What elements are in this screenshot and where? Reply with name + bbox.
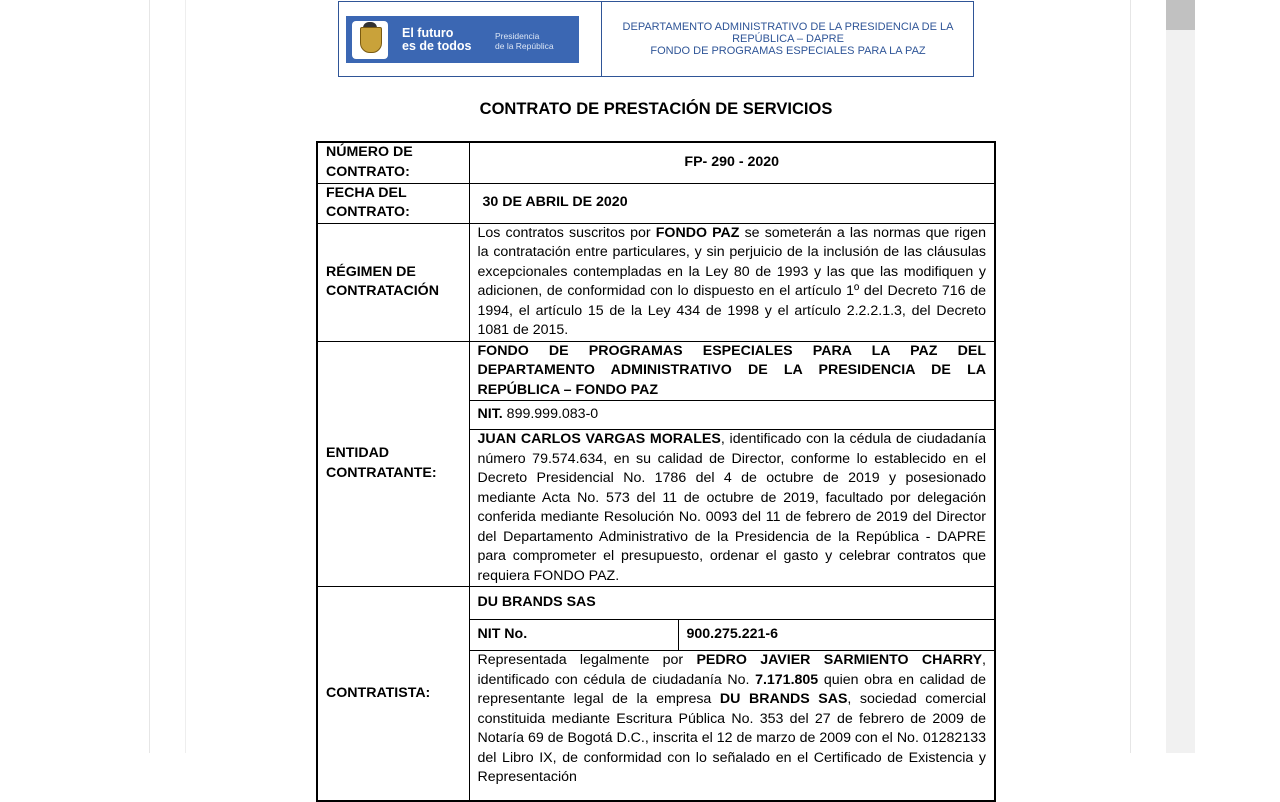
contract-table — [316, 141, 996, 802]
fecha-value: 30 DE ABRIL DE 2020 — [469, 183, 995, 223]
numero-value: FP- 290 - 2020 — [469, 142, 995, 183]
department-name: DEPARTAMENTO ADMINISTRATIVO DE LA PRESIDENCIA DE LA REPÚBLICA – DAPRE FONDO DE PROGRAMAS ESPECIALES PARA LA PAZ — [622, 21, 954, 57]
regimen-text: Los contratos suscritos por FONDO PAZ se someterán a las normas que rigen la contratación entre particulares, y sin perjuicio de la inclusión de las cláusulas excepcionales contempladas en la Ley 80 de 1993 y las que las modifiquen y adicionen, de conformidad con lo dispuesto en el artículo 1º del Decreto 716 de 1994, el artículo 15 de la Ley 434 de 1998 y el artículo 2.2.2.1.3, del Decreto 1081 de 2015. — [469, 223, 995, 341]
contratista-nit-value: 900.275.221-6 — [678, 620, 995, 651]
entidad-label: ENTIDAD CONTRATANTE: — [317, 341, 469, 587]
document-title: CONTRATO DE PRESTACIÓN DE SERVICIOS — [479, 100, 833, 118]
contratista-nit-label: NIT No. — [469, 620, 678, 651]
table-row — [317, 341, 995, 401]
scrollbar-thumb[interactable] — [1166, 0, 1195, 30]
logo-presidencia: Presidencia de la República — [495, 31, 554, 51]
regimen-label: RÉGIMEN DE CONTRATACIÓN — [317, 223, 469, 341]
contratista-name: DU BRANDS SAS — [469, 587, 995, 620]
government-logo — [346, 16, 579, 63]
logo-area — [339, 2, 602, 76]
fecha-label: FECHA DEL CONTRATO: — [317, 183, 469, 223]
contratista-representative: Representada legalmente por PEDRO JAVIER SARMIENTO CHARRY, identificado con cédula de ciudadanía No. 7.171.805 quien obra en calidad de representante legal de la empresa DU BRANDS SAS, sociedad comercial constituida mediante Escritura Pública No. 353 del 27 de febrero de 2009 de Notaría 69 de Bogotá D.C., inscrita el 12 de marzo de 2009 con el No. 01282133 del Libro IX, de conformidad con lo señalado en el Certificado de Existencia y Representación — [469, 651, 995, 801]
table-row — [317, 183, 995, 223]
coat-of-arms-icon — [352, 21, 388, 59]
table-row — [317, 587, 995, 620]
entidad-representative: JUAN CARLOS VARGAS MORALES, identificado con la cédula de ciudadanía número 79.574.634, en su calidad de Director, conforme lo establecido en el Decreto Presidencial No. 1786 del 4 de octubre de 2019 y posesionado mediante Acta No. 573 del 11 de octubre de 2019, facultado por delegación conferida mediante Resolución No. 0093 del 11 de febrero de 2019 del Director del Departamento Administrativo de la Presidencia de la República - DAPRE para comprometer el presupuesto, ordenar el gasto y celebrar contratos que requiera FONDO PAZ. — [469, 430, 995, 587]
entidad-nit: NIT. 899.999.083-0 — [469, 401, 995, 430]
entidad-name: FONDO DE PROGRAMAS ESPECIALES PARA LA PAZ DEL DEPARTAMENTO ADMINISTRATIVO DE LA PRESIDENCIA DE LA REPÚBLICA – FONDO PAZ — [469, 341, 995, 401]
logo-slogan: El futuro es de todos — [402, 26, 472, 53]
document-header — [338, 1, 974, 77]
numero-label: NÚMERO DE CONTRATO: — [317, 142, 469, 183]
table-row — [317, 142, 995, 183]
table-row — [317, 223, 995, 341]
scrollbar-track[interactable] — [1166, 0, 1195, 753]
contratista-label: CONTRATISTA: — [317, 587, 469, 801]
